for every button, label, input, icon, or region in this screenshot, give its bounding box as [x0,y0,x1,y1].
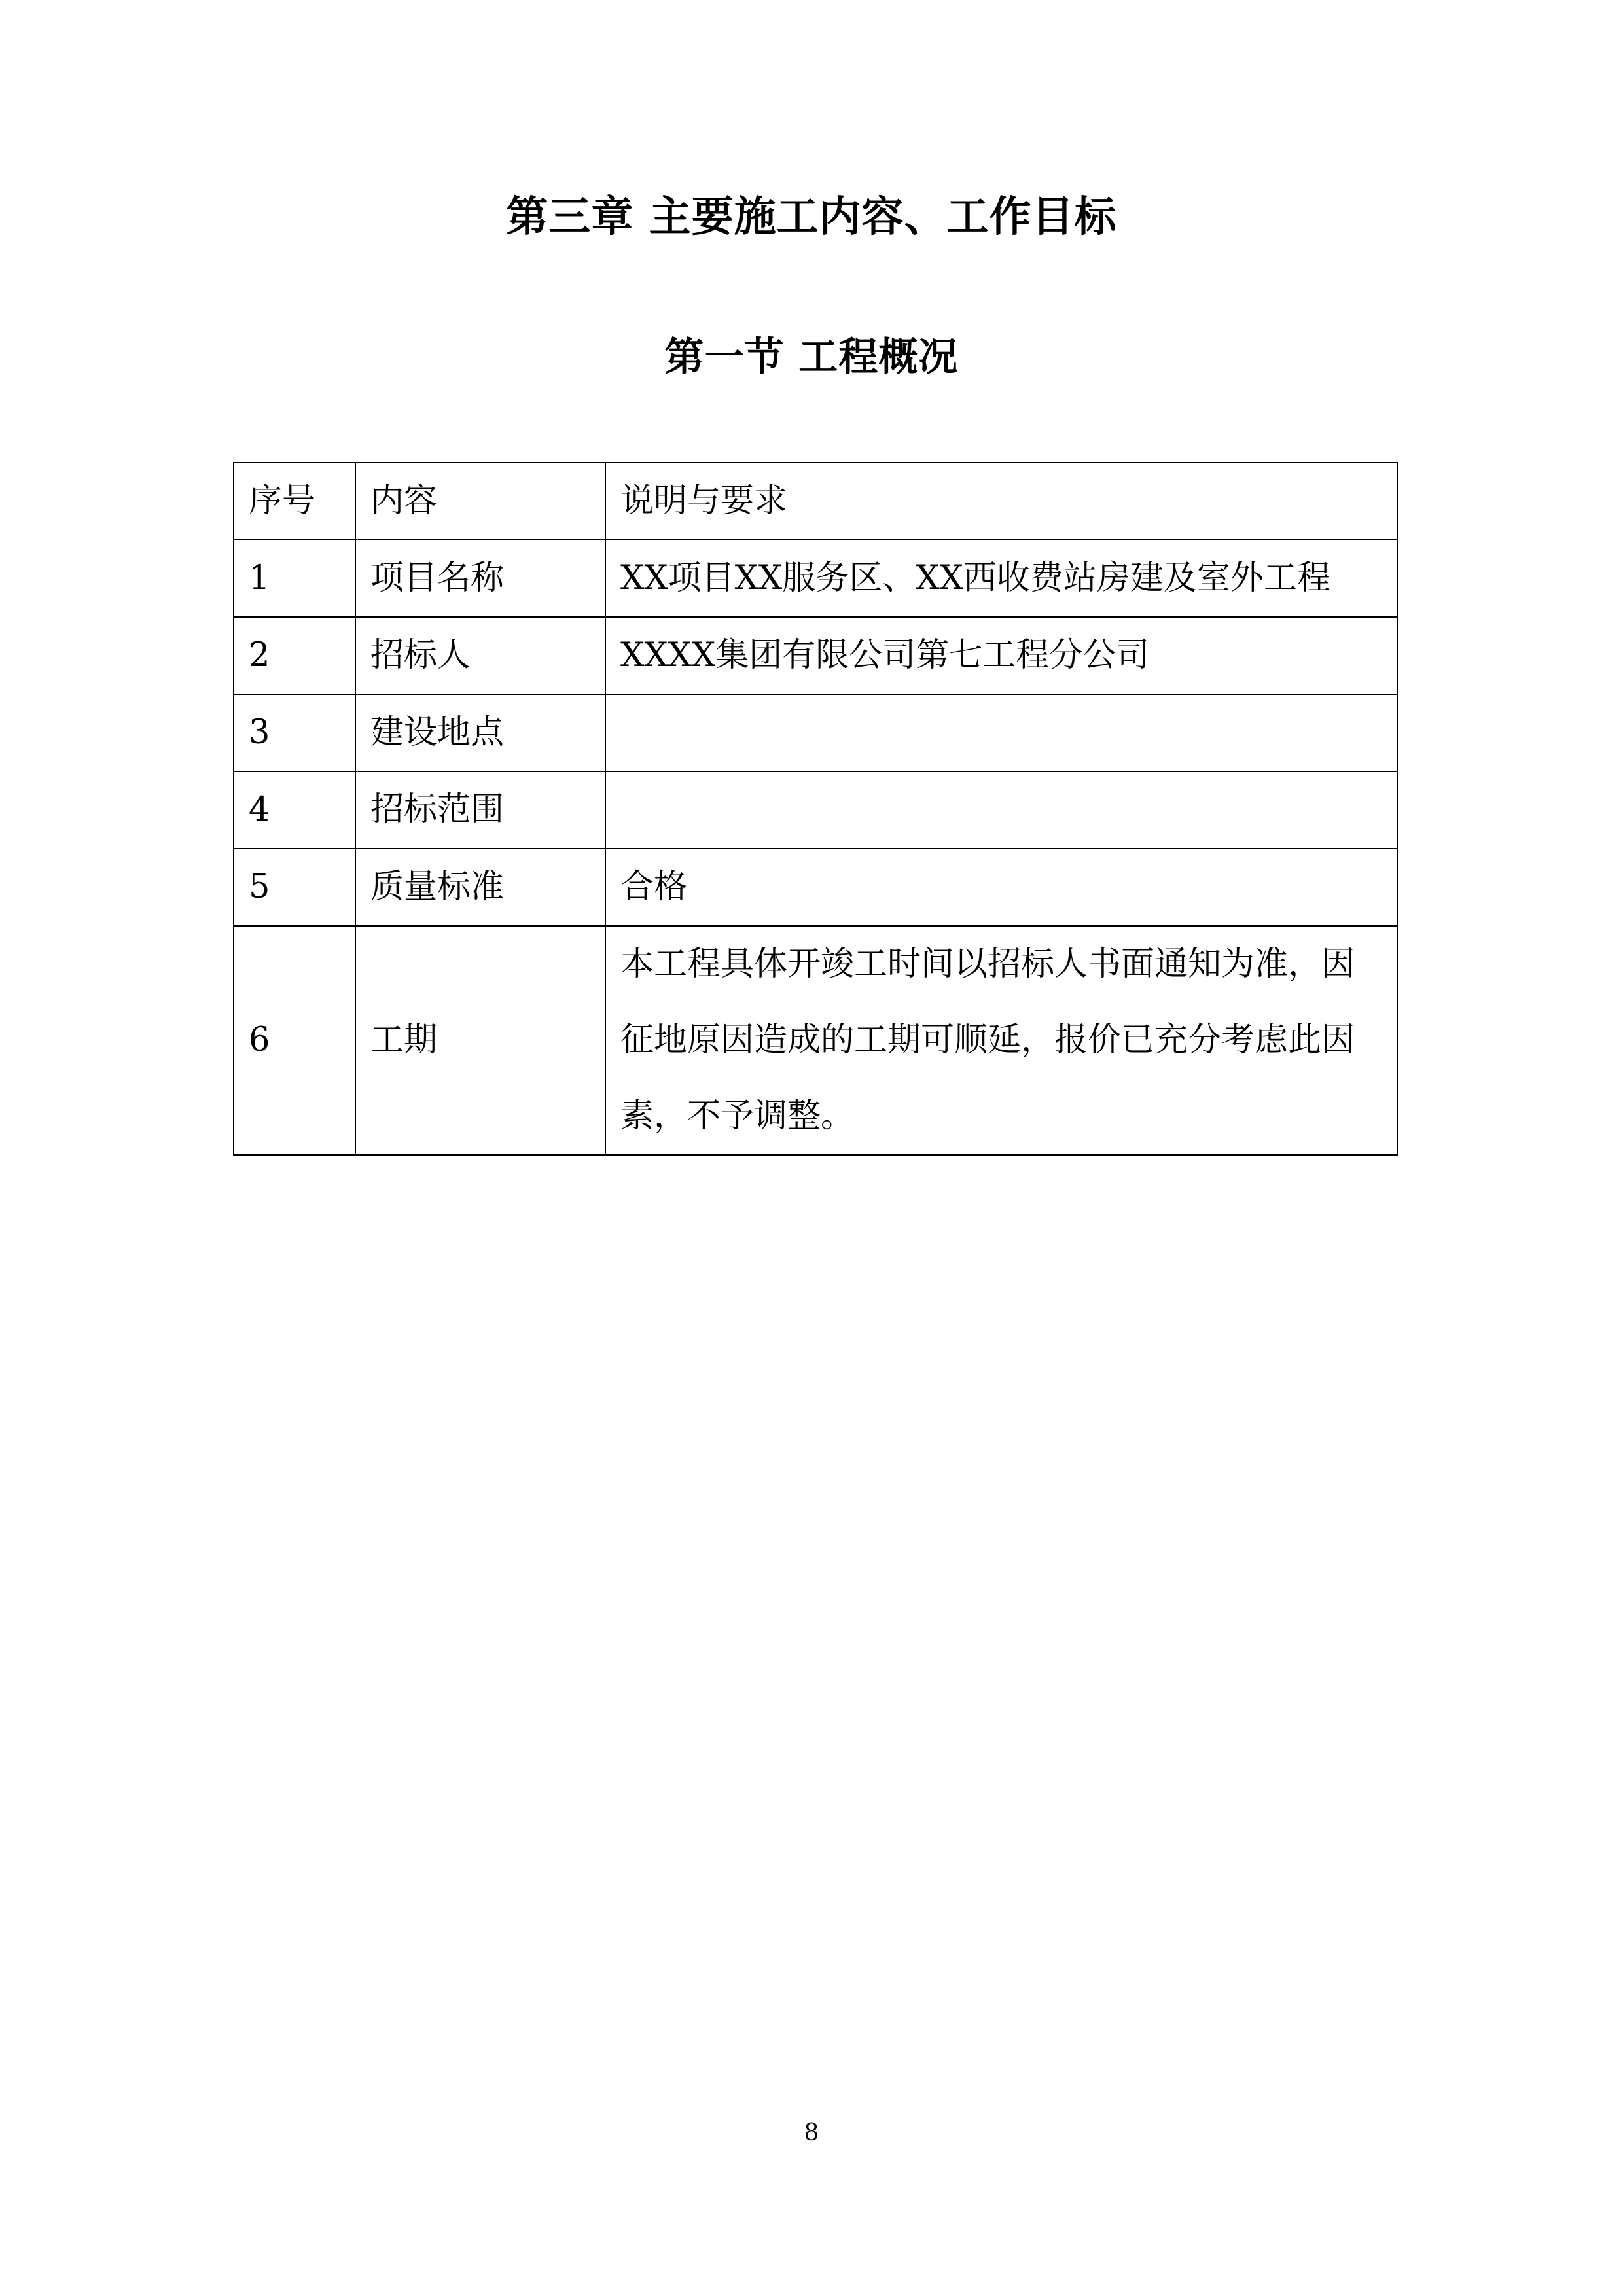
row-number: 5 [234,849,355,926]
table-header-row [234,463,1397,540]
row-description [605,694,1397,771]
row-number: 1 [234,540,355,617]
table-row [234,849,1397,926]
table-row [234,540,1397,617]
row-item: 工期 [355,926,605,1155]
row-description: XXXX集团有限公司第七工程分公司 [605,617,1397,694]
table-row [234,771,1397,849]
row-number: 6 [234,926,355,1155]
row-item: 招标范围 [355,771,605,849]
row-description: XX项目XX服务区、XX西收费站房建及室外工程 [605,540,1397,617]
row-description: 本工程具体开竣工时间以招标人书面通知为准，因征地原因造成的工期可顺延，报价已充分考虑此因素，不予调整。 [605,926,1397,1155]
table-row [234,926,1397,1155]
chapter-title: 第三章 主要施工内容、工作目标 [506,193,1117,241]
row-number: 4 [234,771,355,849]
table-row [234,617,1397,694]
page-number: 8 [804,2119,819,2146]
header-description: 说明与要求 [605,463,1397,540]
row-number: 2 [234,617,355,694]
row-item: 建设地点 [355,694,605,771]
header-number: 序号 [234,463,355,540]
row-item: 招标人 [355,617,605,694]
row-number: 3 [234,694,355,771]
table-row [234,694,1397,771]
section-title: 第一节 工程概况 [664,334,959,380]
project-overview-table [233,462,1398,1156]
header-item: 内容 [355,463,605,540]
row-description: 合格 [605,849,1397,926]
row-description [605,771,1397,849]
row-item: 质量标准 [355,849,605,926]
row-item: 项目名称 [355,540,605,617]
